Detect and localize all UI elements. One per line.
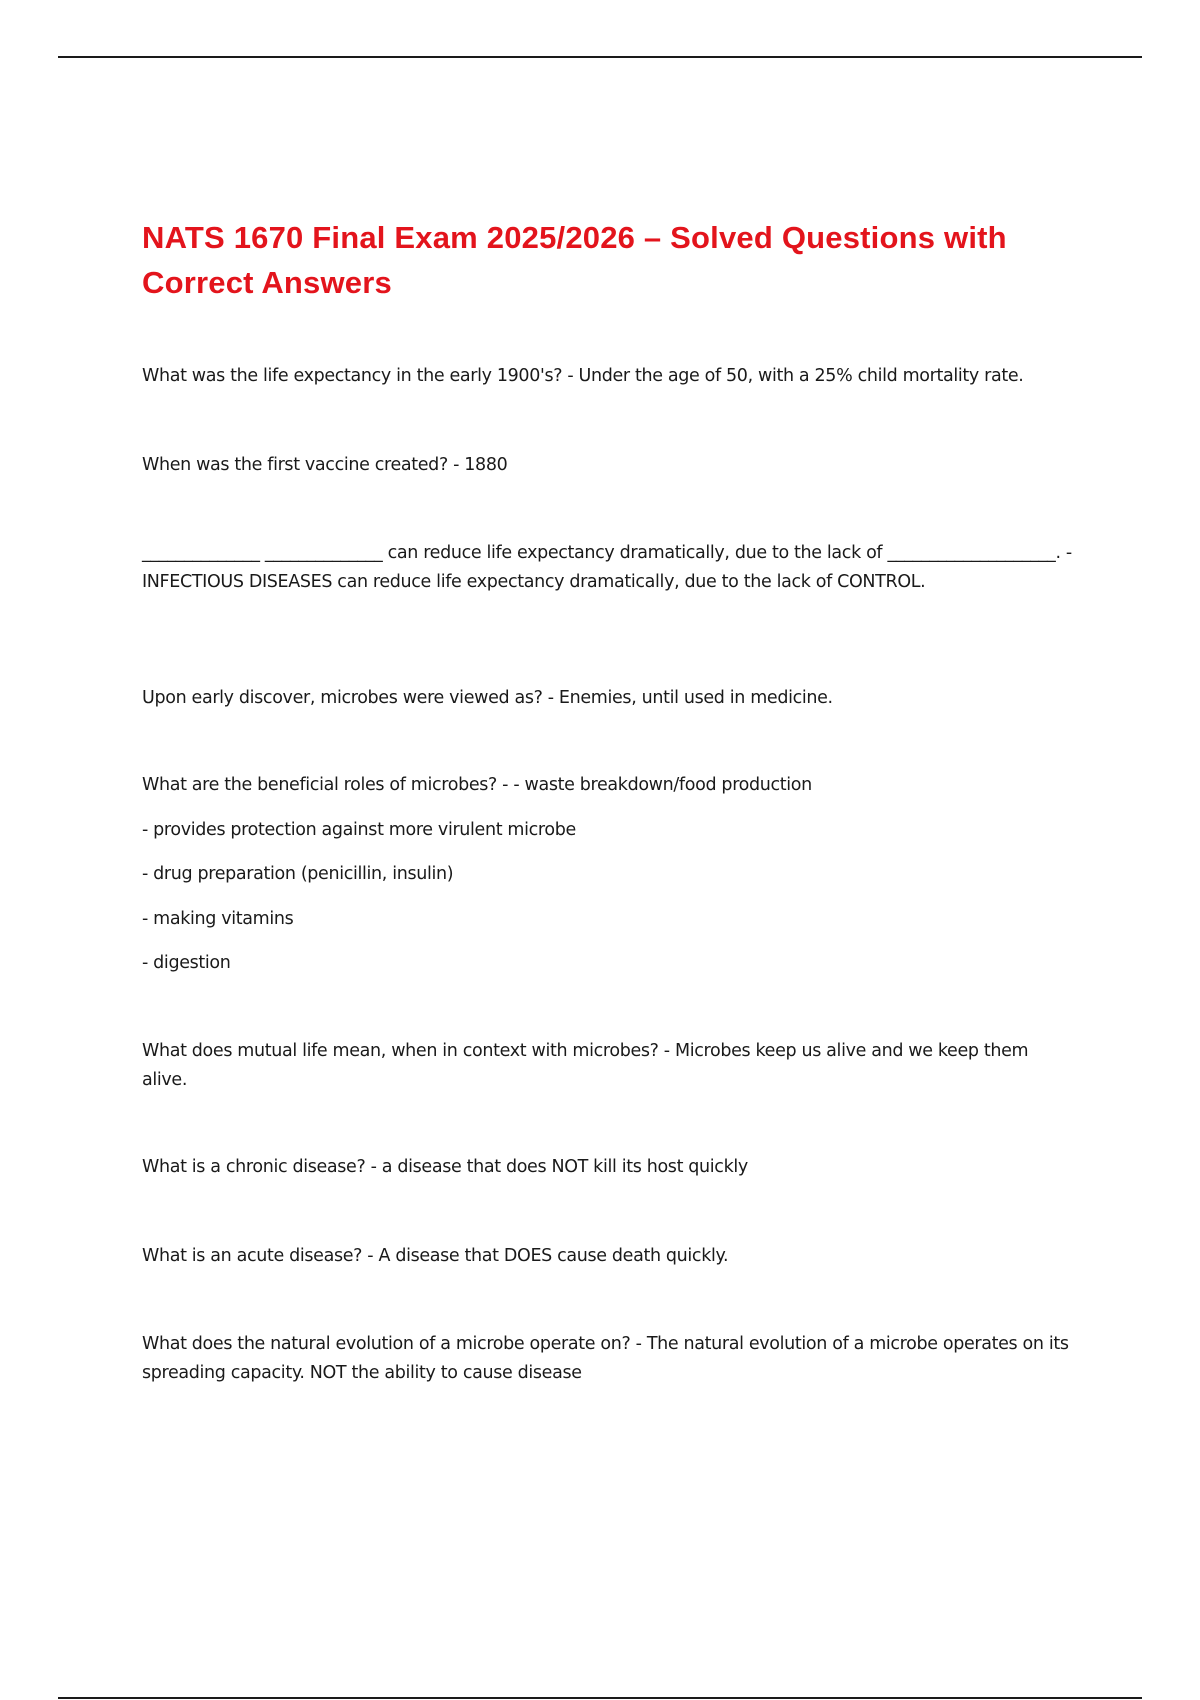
qa-microbes-viewed: Upon early discover, microbes were viewed as? - Enemies, until used in medicine.: [142, 688, 833, 708]
list-item: - digestion: [142, 953, 231, 973]
top-rule: [58, 56, 1142, 58]
qa-acute-disease: What is an acute disease? - A disease that DOES cause death quickly.: [142, 1246, 729, 1266]
qa-chronic-disease: What is a chronic disease? - a disease that does NOT kill its host quickly: [142, 1157, 748, 1177]
qa-mutual-life: What does mutual life mean, when in context with microbes? - Microbes keep us alive and we keep them alive.: [142, 1041, 1029, 1090]
list-item: - provides protection against more virulent microbe: [142, 820, 576, 840]
qa-beneficial-roles: What are the beneficial roles of microbes? - - waste breakdown/food production: [142, 775, 812, 795]
qa-life-expectancy: What was the life expectancy in the early 1900's? - Under the age of 50, with a 25% child mortality rate.: [142, 366, 1024, 386]
qa-first-vaccine: When was the first vaccine created? - 1880: [142, 455, 508, 475]
qa-natural-evolution: What does the natural evolution of a microbe operate on? - The natural evolution of a microbe operates on its spreading capacity. NOT the ability to cause disease: [142, 1334, 1069, 1383]
document-title: NATS 1670 Final Exam 2025/2026 – Solved Questions with Correct Answers: [142, 220, 1007, 300]
bottom-rule: [58, 1697, 1142, 1699]
list-item: - drug preparation (penicillin, insulin): [142, 864, 454, 884]
list-item: - making vitamins: [142, 909, 294, 929]
qa-infectious-diseases: ______________ ______________ can reduce life expectancy dramatically, due to the lack of ____________________. - INFECTIOUS DISEASES can reduce life expectancy dramatically, due to the lack of CONTROL.: [142, 543, 1072, 592]
